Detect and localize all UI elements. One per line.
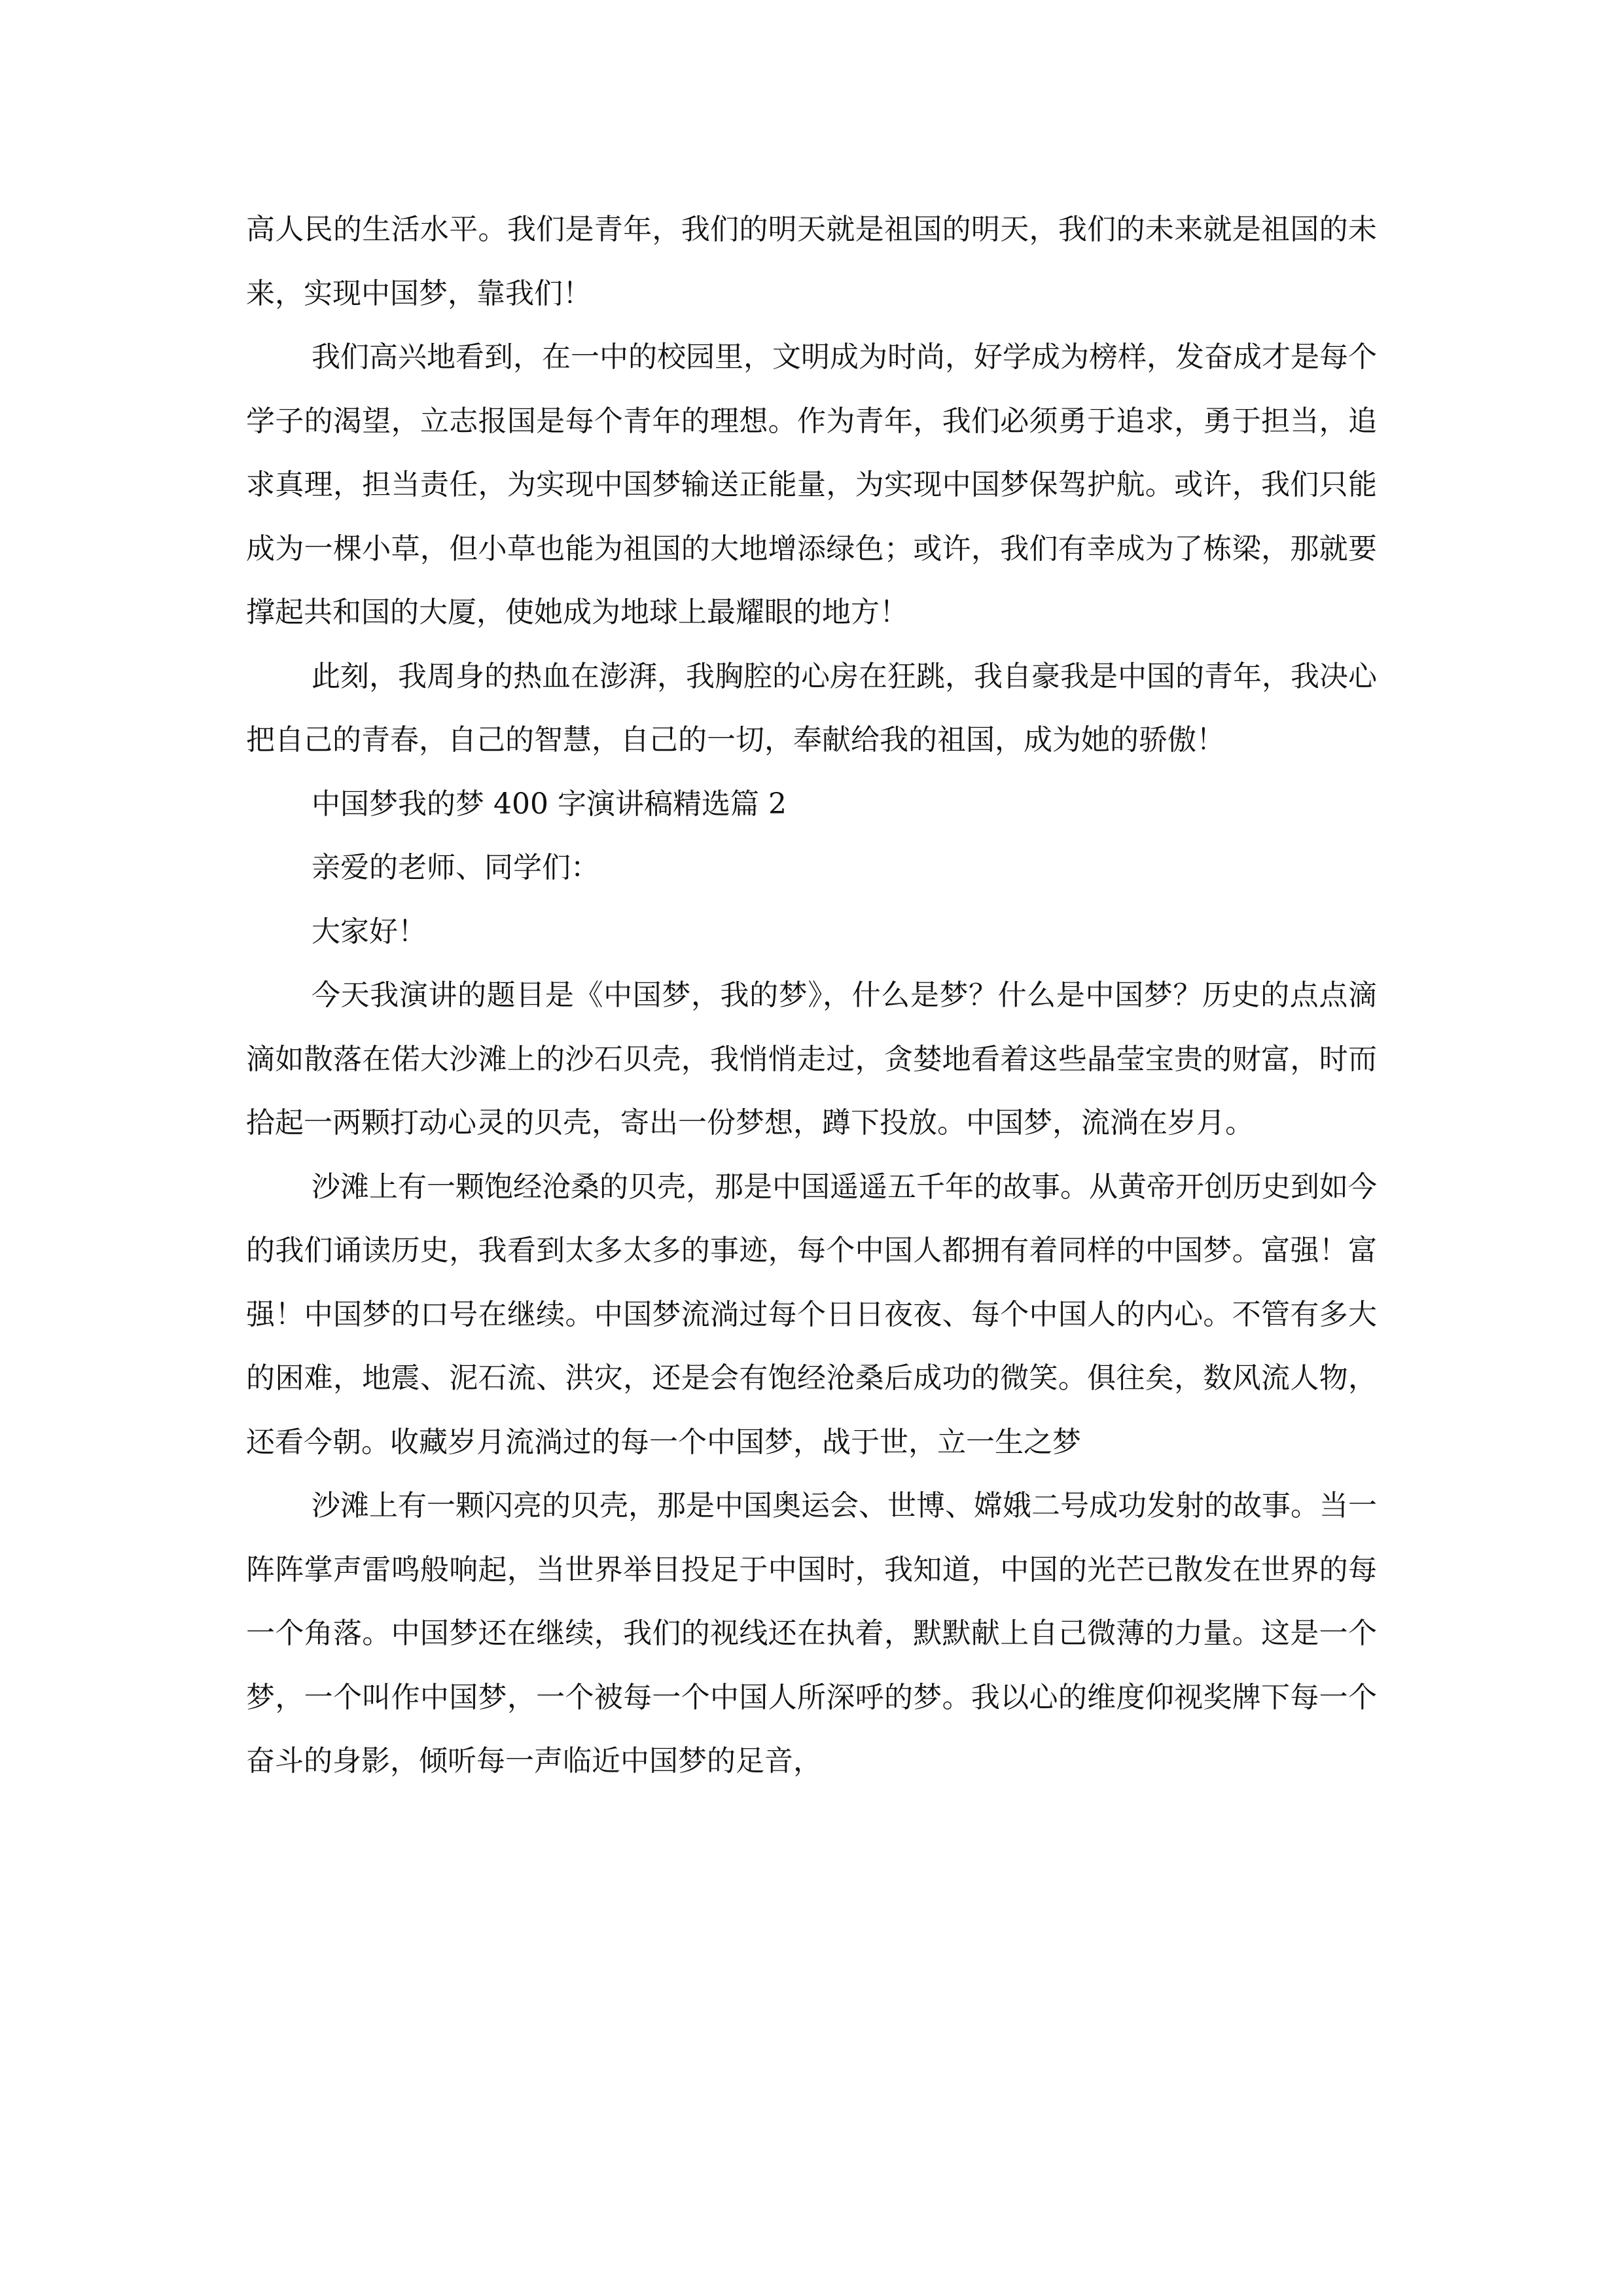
paragraph: 沙滩上有一颗闪亮的贝壳，那是中国奥运会、世博、嫦娥二号成功发射的故事。当一阵阵掌声雷鸣般响起，当世界举目投足于中国时，我知道，中国的光芒已散发在世界的每一个角落。中国梦还在继续，我们的视线还在执着，默默献上自己微薄的力量。这是一个梦，一个叫作中国梦，一个被每一个中国人所深呼的梦。我以心的维度仰视奖牌下每一个奋斗的身影，倾听每一声临近中国梦的足音，	[246, 1489, 1377, 1778]
paragraph-continuation: 高人民的生活水平。我们是青年，我们的明天就是祖国的明天，我们的未来就是祖国的未来，实现中国梦，靠我们！	[246, 213, 1377, 310]
document-body	[246, 198, 1377, 1793]
salutation: 亲爱的老师、同学们：	[312, 851, 599, 884]
paragraph: 今天我演讲的题目是《中国梦，我的梦》，什么是梦？什么是中国梦？历史的点点滴滴如散落在偌大沙滩上的沙石贝壳，我悄悄走过，贪婪地看着这些晶莹宝贵的财富，时而拾起一两颗打动心灵的贝壳，寄出一份梦想，蹲下投放。中国梦，流淌在岁月。	[246, 978, 1377, 1139]
paragraph: 我们高兴地看到，在一中的校园里，文明成为时尚，好学成为榜样，发奋成才是每个学子的渴望，立志报国是每个青年的理想。作为青年，我们必须勇于追求，勇于担当，追求真理，担当责任，为实现中国梦输送正能量，为实现中国梦保驾护航。或许，我们只能成为一棵小草，但小草也能为祖国的大地增添绿色；或许，我们有幸成为了栋梁，那就要撑起共和国的大厦，使她成为地球上最耀眼的地方！	[246, 340, 1377, 629]
greeting: 大家好！	[312, 914, 427, 948]
paragraph: 沙滩上有一颗饱经沧桑的贝壳，那是中国遥遥五千年的故事。从黄帝开创历史到如今的我们诵读历史，我看到太多太多的事迹，每个中国人都拥有着同样的中国梦。富强！富强！中国梦的口号在继续。中国梦流淌过每个日日夜夜、每个中国人的内心。不管有多大的困难，地震、泥石流、洪灾，还是会有饱经沧桑后成功的微笑。俱往矣，数风流人物，还看今朝。收藏岁月流淌过的每一个中国梦，战于世，立一生之梦	[246, 1170, 1377, 1459]
paragraph: 此刻，我周身的热血在澎湃，我胸腔的心房在狂跳，我自豪我是中国的青年，我决心把自己的青春，自己的智慧，自己的一切，奉献给我的祖国，成为她的骄傲！	[246, 659, 1377, 757]
section-title: 中国梦我的梦 400 字演讲稿精选篇 2	[312, 787, 787, 821]
